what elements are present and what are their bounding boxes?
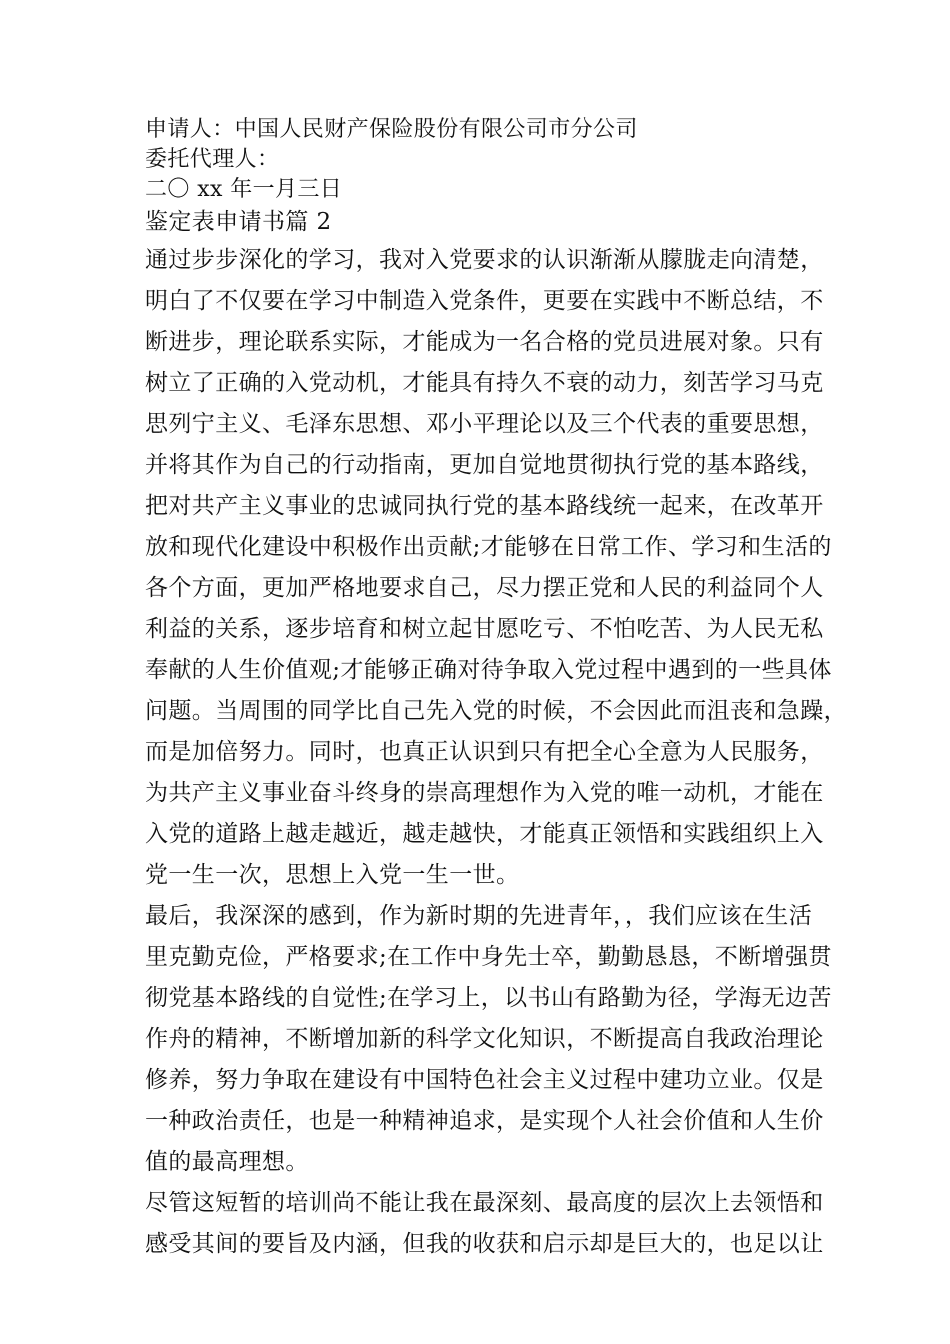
paragraph-line: 问题。当周围的同学比自己先入党的时候，不会因此而沮丧和急躁， [145,698,847,724]
applicant-line: 申请人：中国人民财产保险股份有限公司市分公司 [145,117,638,142]
paragraph-line: 把对共产主义事业的忠诚同执行党的基本路线统一起来，在改革开 [145,493,824,519]
section-title: 鉴定表申请书篇 2 [145,209,332,235]
paragraph-line: 并将其作为自己的行动指南，更加自觉地贯彻执行党的基本路线， [145,452,824,478]
document-page [145,115,847,1265]
paragraph-line: 放和现代化建设中积极作出贡献;才能够在日常工作、学习和生活的 [145,534,832,560]
paragraph-line: 明白了不仅要在学习中制造入党条件，更要在实践中不断总结，不 [145,288,824,314]
paragraph-line: 思列宁主义、毛泽东思想、邓小平理论以及三个代表的重要思想， [145,411,824,437]
paragraph-line: 通过步步深化的学习，我对入党要求的认识渐渐从朦胧走向清楚， [145,247,824,273]
agent-line: 委托代理人： [145,147,280,172]
paragraph-line: 尽管这短暂的培训尚不能让我在最深刻、最高度的层次上去领悟和 [145,1190,824,1216]
paragraph-3 [145,1183,825,1265]
paragraph-line: 作舟的精神，不断增加新的科学文化知识，不断提高自我政治理论 [145,1026,824,1052]
paragraph-line: 而是加倍努力。同时，也真正认识到只有把全心全意为人民服务， [145,739,824,765]
paragraph-line: 奉献的人生价值观;才能够正确对待争取入党过程中遇到的一些具体 [145,657,832,683]
paragraph-line: 为共产主义事业奋斗终身的崇高理想作为入党的唯一动机，才能在 [145,780,824,806]
paragraph-2 [145,896,832,1183]
paragraph-line: 党一生一次，思想上入党一生一世。 [145,862,520,888]
date-line: 二〇 xx 年一月三日 [145,177,343,202]
paragraph-line: 最后，我深深的感到，作为新时期的先进青年，，我们应该在生活 [145,903,813,929]
paragraph-line: 感受其间的要旨及内涵，但我的收获和启示却是巨大的，也足以让 [145,1231,824,1257]
paragraph-line: 彻党基本路线的自觉性;在学习上，以书山有路勤为径，学海无边苦 [145,985,832,1011]
paragraph-1 [145,240,847,896]
paragraph-line: 断进步，理论联系实际，才能成为一名合格的党员进展对象。只有 [145,329,824,355]
paragraph-line: 修养，努力争取在建设有中国特色社会主义过程中建功立业。仅是 [145,1067,824,1093]
paragraph-line: 各个方面，更加严格地要求自己，尽力摆正党和人民的利益同个人 [145,575,824,601]
paragraph-line: 利益的关系，逐步培育和树立起甘愿吃亏、不怕吃苦、为人民无私 [145,616,824,642]
paragraph-line: 里克勤克俭，严格要求;在工作中身先士卒，勤勤恳恳，不断增强贯 [145,944,832,970]
paragraph-line: 值的最高理想。 [145,1149,309,1175]
paragraph-line: 树立了正确的入党动机，才能具有持久不衰的动力，刻苦学习马克 [145,370,824,396]
paragraph-line: 一种政治责任，也是一种精神追求，是实现个人社会价值和人生价 [145,1108,824,1134]
paragraph-line: 入党的道路上越走越近，越走越快，才能真正领悟和实践组织上入 [145,821,824,847]
